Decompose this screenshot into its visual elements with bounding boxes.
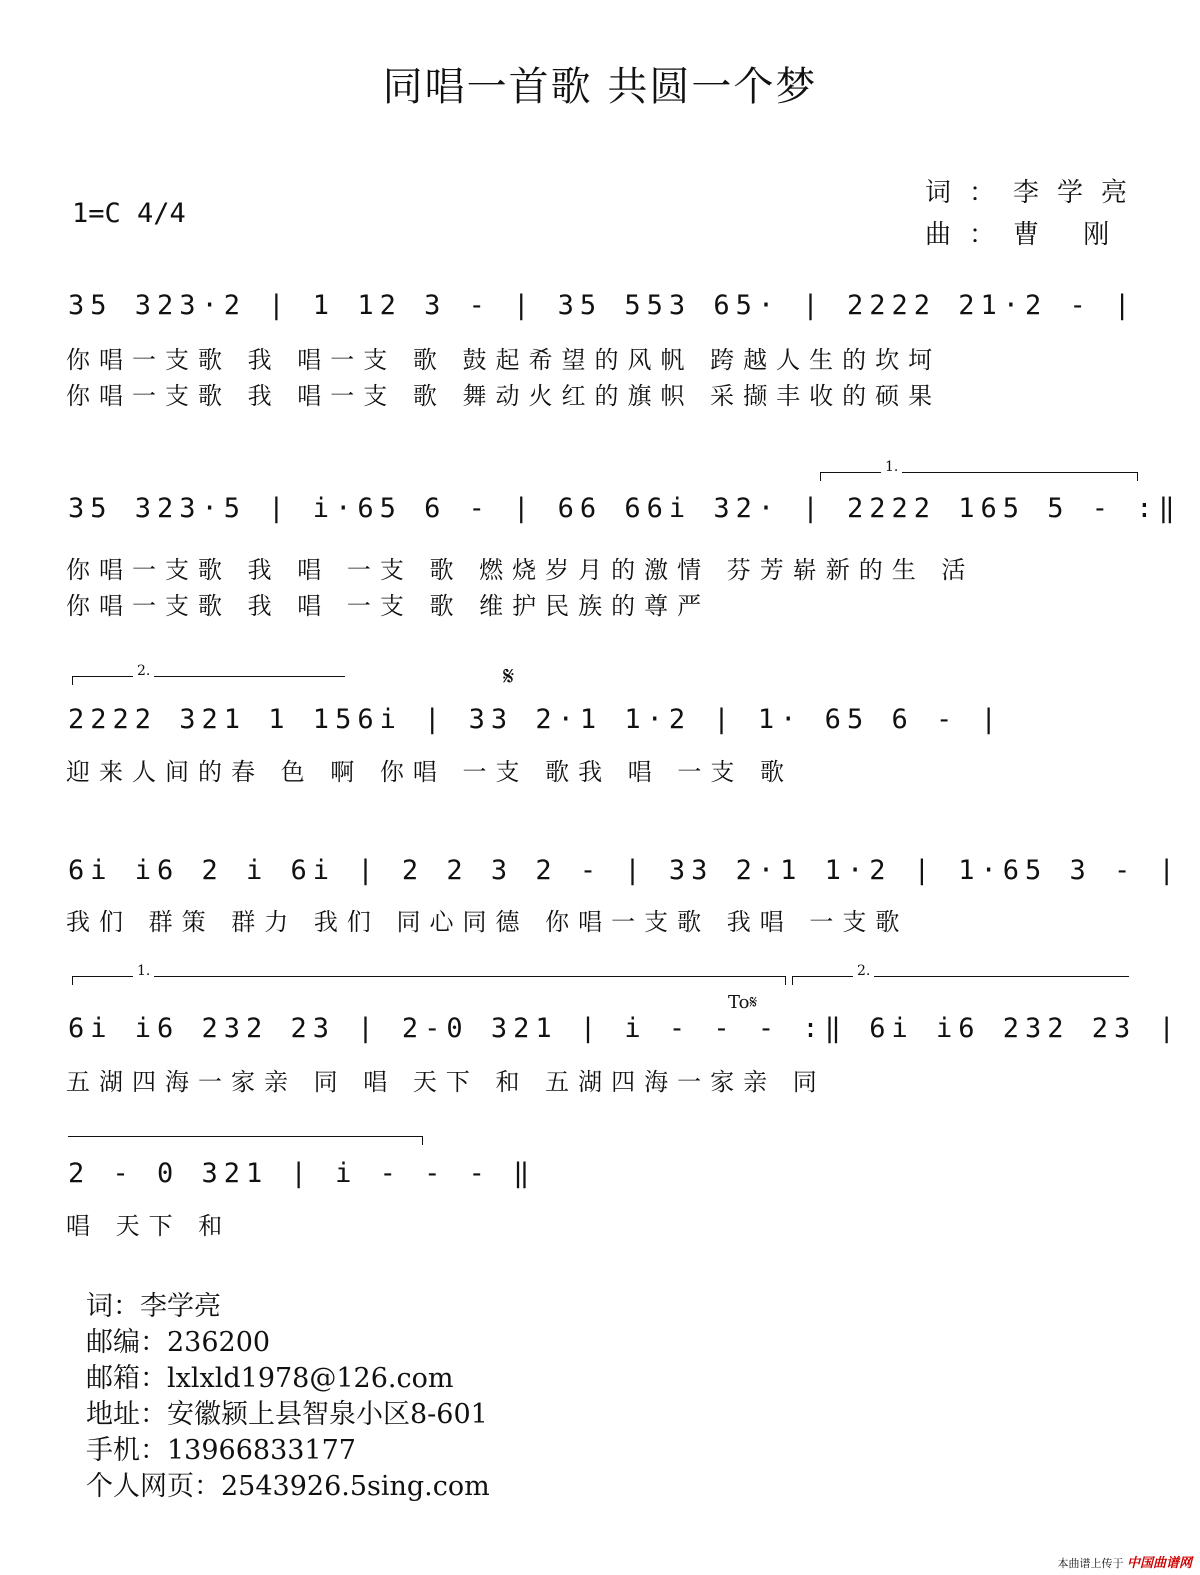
info-homepage: 个人网页：2543926.5sing.com [86, 1471, 490, 1502]
info-lyricist: 词：李学亮 [86, 1291, 221, 1322]
info-address: 地址：安徽颍上县智泉小区8-601 [86, 1399, 488, 1430]
info-phone: 手机：13966833177 [86, 1435, 356, 1466]
score-line-2-notes: 35 323·5 | i·65 6 - | 66 66i 32· | 2222 165 5 - :‖ [68, 493, 1181, 524]
score-line-2-lyric-1: 你唱一支歌 我 唱 一支 歌 燃烧岁月的激情 芬芳崭新的生 活 [66, 556, 975, 584]
segno-sign: 𝄋 [503, 662, 515, 692]
info-email: 邮箱：lxlxld1978@126.com [86, 1363, 454, 1394]
info-postcode: 邮编：236200 [86, 1327, 271, 1358]
score-line-5-notes: 6i i6 232 23 | 2-0 321 | i - - - :‖ 6i i6 232 23 | [68, 1013, 1181, 1044]
score-line-6-lyric-1: 唱 天下 和 [66, 1212, 232, 1240]
composer-credit: 曲：曹 刚 [925, 220, 1128, 250]
score-line-5-lyric-1: 五湖四海一家亲 同 唱 天下 和 五湖四海一家亲 同 [66, 1068, 826, 1096]
volta-2: 2. [72, 676, 345, 685]
score-line-4-lyric-1: 我们 群策 群力 我们 同心同德 你唱一支歌 我唱 一支歌 [66, 908, 909, 936]
score-line-1-notes: 35 323·2 | 1 12 3 - | 35 553 65· | 2222 21·2 - | [68, 290, 1137, 321]
closing-bracket [68, 1136, 423, 1145]
score-line-1-lyric-1: 你唱一支歌 我 唱一支 歌 鼓起希望的风帆 跨越人生的坎坷 [66, 346, 942, 374]
page-title: 同唱一首歌 共圆一个梦 [382, 64, 818, 110]
lyricist-credit: 词：李学亮 [925, 178, 1146, 208]
score-line-3-lyric-1: 迎来人间的春 色 啊 你唱 一支 歌我 唱 一支 歌 [66, 758, 794, 786]
site-watermark: 本曲谱上传于 中国曲谱网 [1057, 1556, 1192, 1571]
volta-1: 1. [820, 472, 1138, 481]
score-line-3-notes: 2222 321 1 156i | 33 2·1 1·2 | 1· 65 6 - | [68, 704, 1003, 735]
score-line-1-lyric-2: 你唱一支歌 我 唱一支 歌 舞动火红的旗帜 采撷丰收的硕果 [66, 382, 942, 410]
score-line-2-lyric-2: 你唱一支歌 我 唱 一支 歌 维护民族的尊严 [66, 592, 711, 620]
volta-2b: 2. [792, 976, 1129, 985]
score-line-4-notes: 6i i6 2 i 6i | 2 2 3 2 - | 33 2·1 1·2 | 1·65 3 - | [68, 855, 1181, 886]
score-line-6-notes: 2 - 0 321 | i - - - ‖ [68, 1158, 536, 1189]
to-coda-mark: To𝄋 [728, 992, 758, 1013]
volta-1b: 1. [72, 976, 786, 985]
key-signature: 1=C 4/4 [72, 198, 186, 229]
